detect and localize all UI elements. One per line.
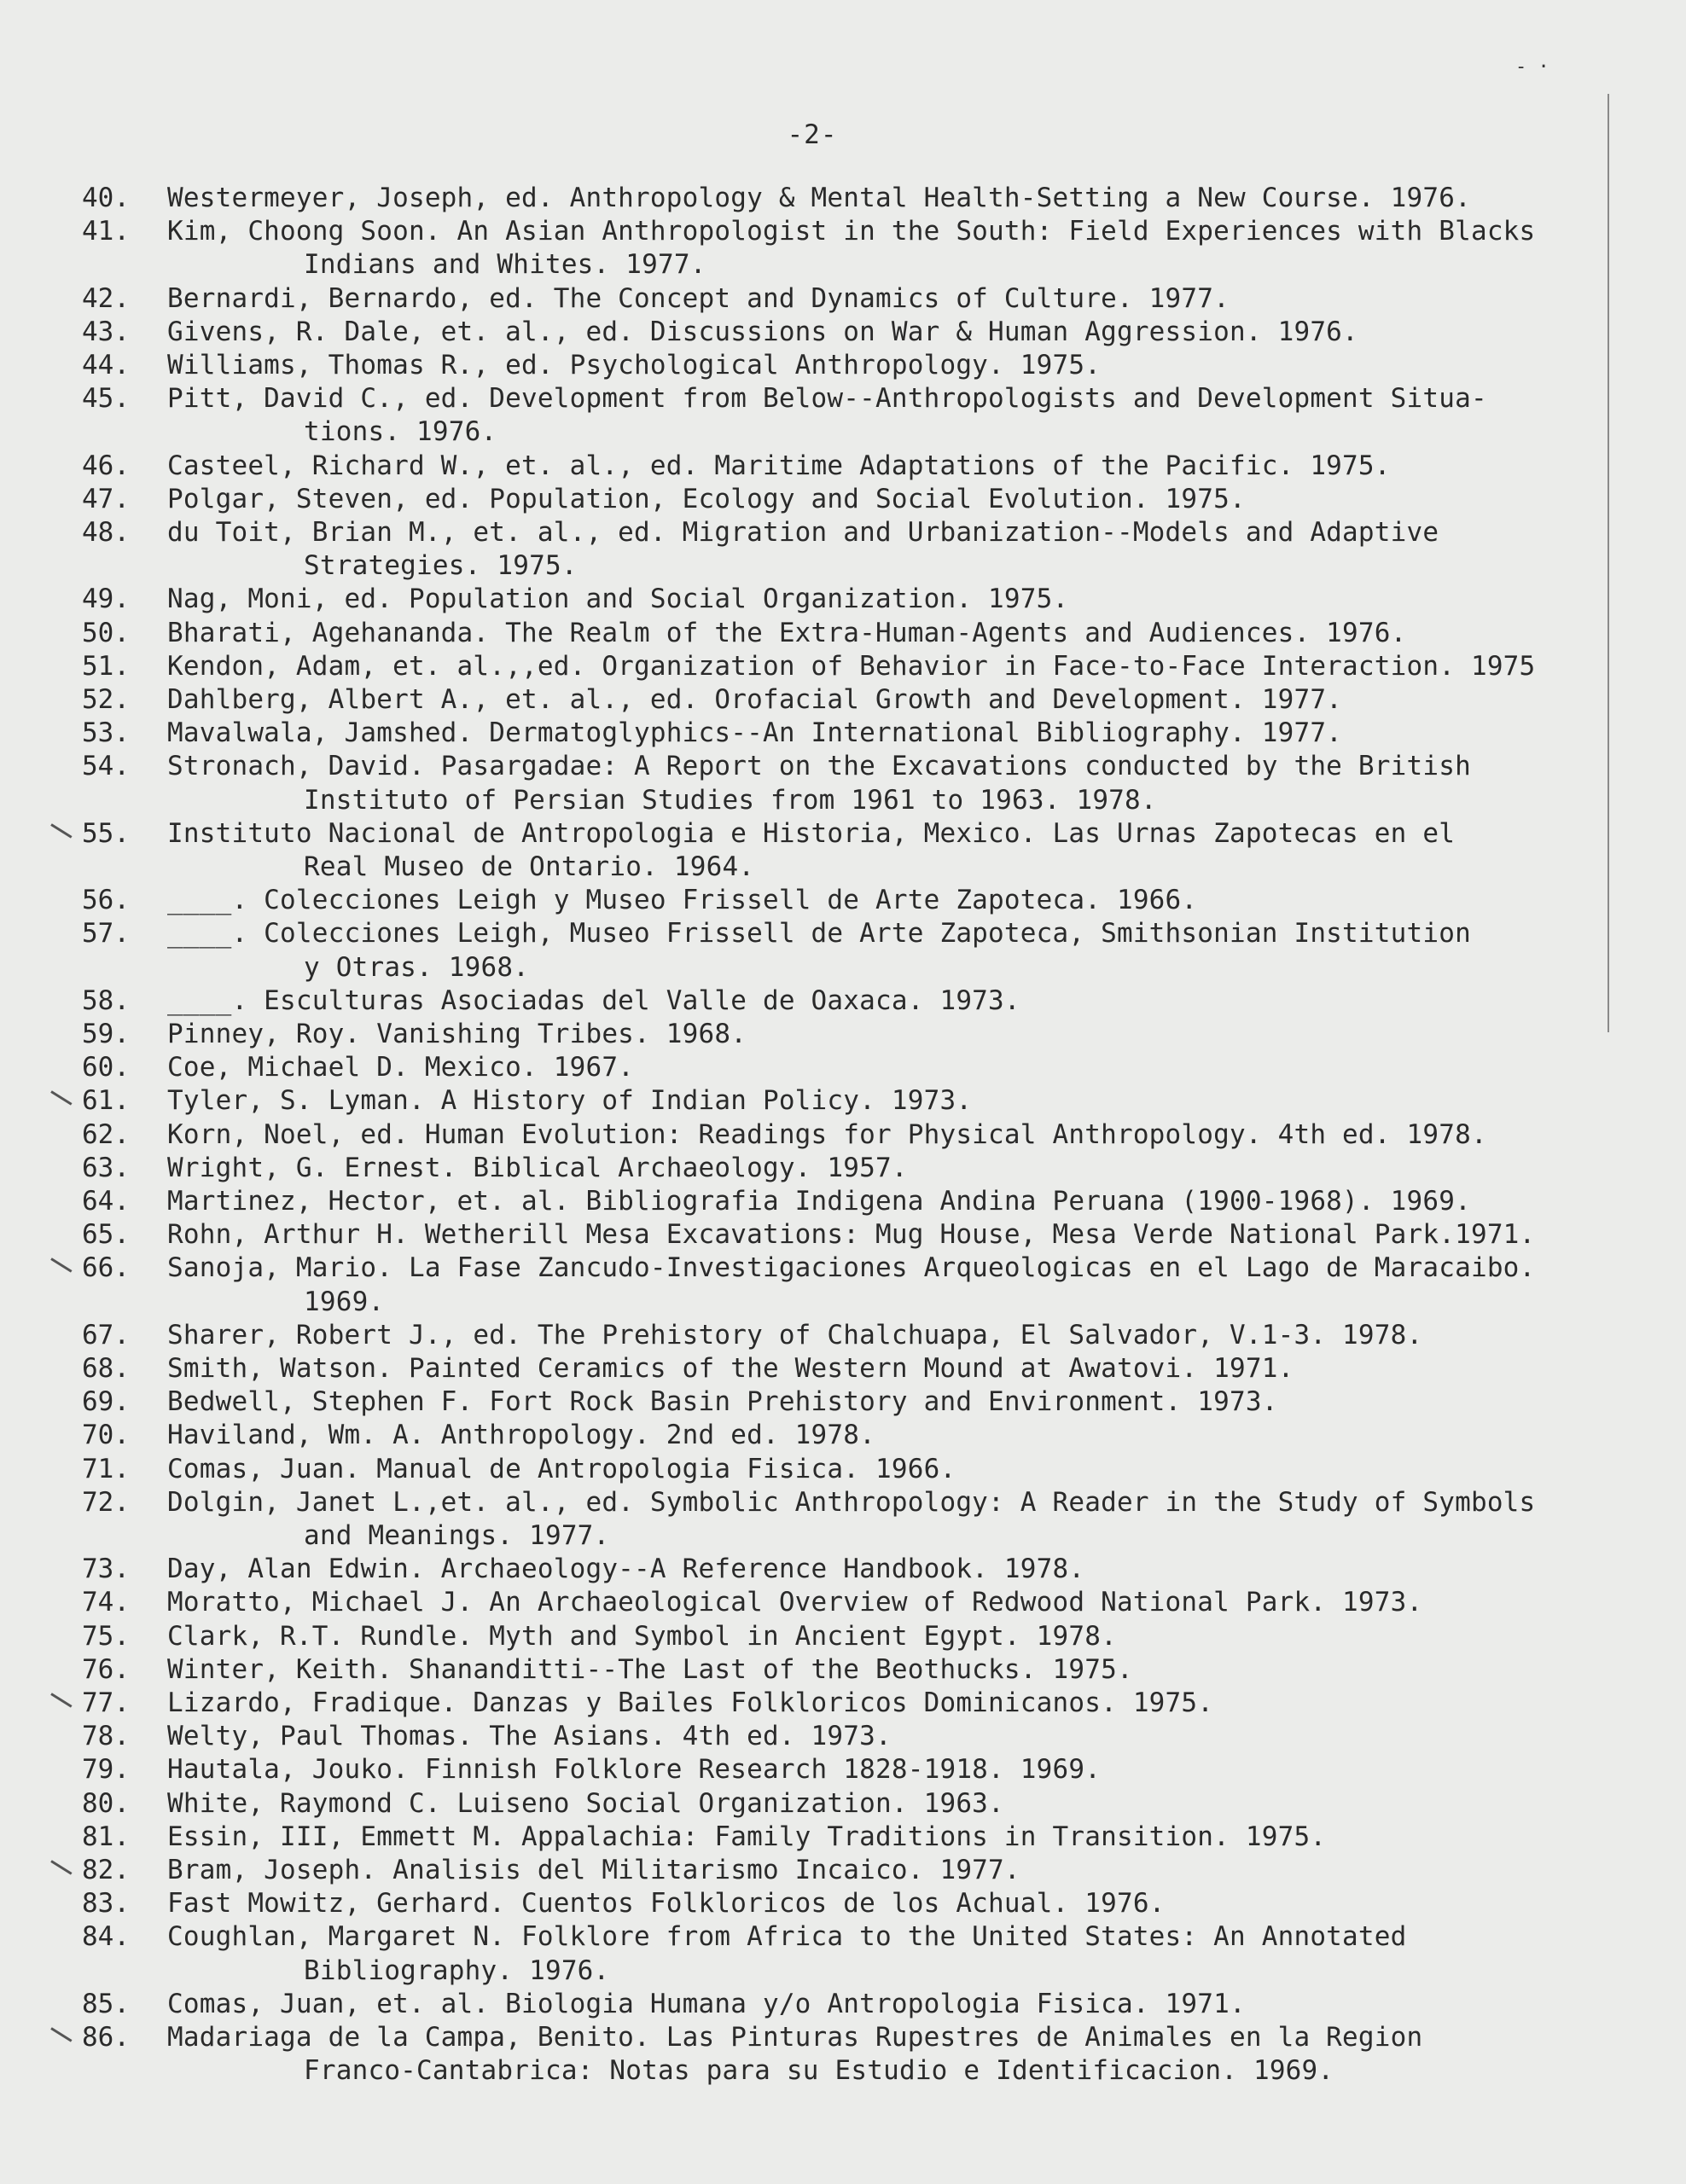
entry-number: 77. <box>82 1687 130 1718</box>
entry-number: 59. <box>82 1019 130 1049</box>
entry-text: Sharer, Robert J., ed. The Prehistory of Chalchuapa, El Salvador, V.1-3. 1978. <box>167 1319 1423 1350</box>
entry-number: 68. <box>82 1353 130 1384</box>
right-margin-rule <box>1608 94 1609 1032</box>
entry-text: Nag, Moni, ed. Population and Social Organization. 1975. <box>167 584 1069 615</box>
entry-number: 56. <box>82 885 130 916</box>
page-number: -2- <box>787 119 838 150</box>
entry-text: du Toit, Brian M., et. al., ed. Migration and Urbanization--Models and Adaptive <box>167 517 1439 548</box>
entry-number: 42. <box>82 282 130 314</box>
entry-number: 49. <box>82 584 130 615</box>
entry-text: Smith, Watson. Painted Ceramics of the Western Mound at Awatovi. 1971. <box>167 1353 1294 1384</box>
entry-number: 83. <box>82 1888 130 1920</box>
entry-number: 69. <box>82 1386 130 1418</box>
entry-text: Stronach, David. Pasargadae: A Report on the Excavations conducted by the British <box>167 751 1471 782</box>
entry-number: 86. <box>82 2022 130 2053</box>
entry-text: Bernardi, Bernardo, ed. The Concept and Dynamics of Culture. 1977. <box>167 282 1230 314</box>
check-mark <box>50 823 72 838</box>
entry-number: 53. <box>82 717 130 749</box>
entry-text: Polgar, Steven, ed. Population, Ecology and Social Evolution. 1975. <box>167 483 1246 514</box>
entry-text: Instituto Nacional de Antropologia e Historia, Mexico. Las Urnas Zapotecas en el <box>167 817 1456 849</box>
entry-text: Lizardo, Fradique. Danzas y Bailes Folkloricos Dominicanos. 1975. <box>167 1687 1214 1718</box>
entry-number: 61. <box>82 1085 130 1117</box>
entry-number: 72. <box>82 1486 130 1518</box>
entry-number: 51. <box>82 650 130 682</box>
entry-number: 64. <box>82 1186 130 1217</box>
entry-number: 54. <box>82 751 130 782</box>
entry-text: Coe, Michael D. Mexico. 1967. <box>167 1052 635 1083</box>
entry-text: Korn, Noel, ed. Human Evolution: Readings for Physical Anthropology. 4th ed. 1978. <box>167 1118 1487 1150</box>
entry-number: 46. <box>82 450 130 481</box>
entry-continuation: Real Museo de Ontario. 1964. <box>304 851 755 882</box>
entry-continuation: y Otras. 1968. <box>304 951 530 983</box>
entry-number: 45. <box>82 383 130 415</box>
check-mark <box>50 1258 72 1273</box>
entry-text: Comas, Juan. Manual de Antropologia Fisica. 1966. <box>167 1453 956 1484</box>
entry-text: Dahlberg, Albert A., et. al., ed. Orofacial Growth and Development. 1977. <box>167 684 1343 715</box>
entry-text: ____. Colecciones Leigh y Museo Frissell de Arte Zapoteca. 1966. <box>167 885 1198 916</box>
entry-text: Coughlan, Margaret N. Folklore from Africa to the United States: An Annotated <box>167 1921 1407 1953</box>
entry-number: 41. <box>82 216 130 247</box>
entry-text: Bedwell, Stephen F. Fort Rock Basin Prehistory and Environment. 1973. <box>167 1386 1278 1418</box>
entry-text: White, Raymond C. Luiseno Social Organization. 1963. <box>167 1787 1004 1819</box>
entry-text: Pitt, David C., ed. Development from Below--Anthropologists and Development Situa- <box>167 383 1487 415</box>
check-mark <box>50 2027 72 2042</box>
entry-number: 65. <box>82 1219 130 1251</box>
entry-text: Fast Mowitz, Gerhard. Cuentos Folkloricos de los Achual. 1976. <box>167 1888 1166 1920</box>
entry-text: Martinez, Hector, et. al. Bibliografia Indigena Andina Peruana (1900-1968). 1969. <box>167 1186 1471 1217</box>
entry-number: 76. <box>82 1653 130 1685</box>
entry-number: 67. <box>82 1319 130 1350</box>
check-mark <box>50 1693 72 1707</box>
entry-continuation: Strategies. 1975. <box>304 550 578 582</box>
entry-number: 78. <box>82 1721 130 1752</box>
entry-text: Winter, Keith. Shananditti--The Last of the Beothucks. 1975. <box>167 1653 1133 1685</box>
entry-number: 47. <box>82 483 130 514</box>
entry-text: Mavalwala, Jamshed. Dermatoglyphics--An International Bibliography. 1977. <box>167 717 1343 749</box>
entry-number: 60. <box>82 1052 130 1083</box>
entry-number: 43. <box>82 316 130 347</box>
entry-number: 71. <box>82 1453 130 1484</box>
entry-number: 81. <box>82 1821 130 1852</box>
entry-number: 57. <box>82 918 130 950</box>
entry-number: 52. <box>82 684 130 715</box>
entry-text: Welty, Paul Thomas. The Asians. 4th ed. 1973. <box>167 1721 892 1752</box>
entry-number: 82. <box>82 1855 130 1885</box>
entry-continuation: Instituto of Persian Studies from 1961 to 1963. 1978. <box>304 784 1157 816</box>
entry-text: Westermeyer, Joseph, ed. Anthropology & Mental Health-Setting a New Course. 1976. <box>167 183 1471 213</box>
entry-number: 40. <box>82 183 130 213</box>
entry-number: 63. <box>82 1152 130 1183</box>
entry-text: Bram, Joseph. Analisis del Militarismo Incaico. 1977. <box>167 1855 1020 1885</box>
entry-number: 73. <box>82 1554 130 1585</box>
entry-text: Givens, R. Dale, et. al., ed. Discussions on War & Human Aggression. 1976. <box>167 316 1358 347</box>
entry-continuation: Indians and Whites. 1977. <box>304 249 706 281</box>
entry-number: 75. <box>82 1620 130 1652</box>
entry-text: Moratto, Michael J. An Archaeological Overview of Redwood National Park. 1973. <box>167 1587 1423 1618</box>
entry-number: 70. <box>82 1420 130 1451</box>
entry-text: ____. Esculturas Asociadas del Valle de Oaxaca. 1973. <box>167 985 1020 1016</box>
entry-text: Casteel, Richard W., et. al., ed. Maritime Adaptations of the Pacific. 1975. <box>167 450 1391 481</box>
entry-number: 48. <box>82 517 130 548</box>
entry-number: 66. <box>82 1252 130 1284</box>
entry-text: Wright, G. Ernest. Biblical Archaeology. 1957. <box>167 1152 908 1183</box>
entry-number: 84. <box>82 1921 130 1953</box>
entry-number: 79. <box>82 1754 130 1786</box>
entry-text: Kim, Choong Soon. An Asian Anthropologist in the South: Field Experiences with Blacks <box>167 216 1536 247</box>
entry-continuation: 1969. <box>304 1286 385 1317</box>
check-mark <box>50 1091 72 1106</box>
entry-number: 74. <box>82 1587 130 1618</box>
entry-text: Dolgin, Janet L.,et. al., ed. Symbolic Anthropology: A Reader in the Study of Symbols <box>167 1486 1536 1518</box>
entry-text: Comas, Juan, et. al. Biologia Humana y/o Antropologia Fisica. 1971. <box>167 1988 1246 2019</box>
entry-number: 50. <box>82 617 130 648</box>
entry-number: 44. <box>82 350 130 380</box>
entry-text: Kendon, Adam, et. al.,,ed. Organization of Behavior in Face-to-Face Interaction. 1975 <box>167 650 1536 682</box>
entry-number: 85. <box>82 1988 130 2019</box>
entry-text: Clark, R.T. Rundle. Myth and Symbol in Ancient Egypt. 1978. <box>167 1620 1117 1652</box>
entry-text: Day, Alan Edwin. Archaeology--A Reference Handbook. 1978. <box>167 1554 1085 1585</box>
entry-number: 80. <box>82 1787 130 1819</box>
entry-text: Sanoja, Mario. La Fase Zancudo-Investigaciones Arqueologicas en el Lago de Maracaibo. <box>167 1252 1536 1284</box>
entry-continuation: Bibliography. 1976. <box>304 1955 610 1986</box>
entry-text: Williams, Thomas R., ed. Psychological Anthropology. 1975. <box>167 350 1102 380</box>
entry-text: Essin, III, Emmett M. Appalachia: Family Traditions in Transition. 1975. <box>167 1821 1327 1852</box>
entry-text: Tyler, S. Lyman. A History of Indian Policy. 1973. <box>167 1085 973 1117</box>
entry-continuation: and Meanings. 1977. <box>304 1519 610 1551</box>
entry-text: Haviland, Wm. A. Anthropology. 2nd ed. 1978. <box>167 1420 875 1451</box>
entry-text: Pinney, Roy. Vanishing Tribes. 1968. <box>167 1019 747 1049</box>
check-mark <box>50 1860 72 1874</box>
entry-text: Rohn, Arthur H. Wetherill Mesa Excavations: Mug House, Mesa Verde National Park.1971. <box>167 1219 1536 1251</box>
entry-continuation: tions. 1976. <box>304 416 497 448</box>
entry-text: ____. Colecciones Leigh, Museo Frissell de Arte Zapoteca, Smithsonian Institution <box>167 918 1471 950</box>
entry-number: 55. <box>82 817 130 849</box>
entry-text: Madariaga de la Campa, Benito. Las Pinturas Rupestres de Animales en la Region <box>167 2022 1423 2053</box>
entry-continuation: Franco-Cantabrica: Notas para su Estudio e Identificacion. 1969. <box>304 2055 1334 2087</box>
entry-text: Hautala, Jouko. Finnish Folklore Research 1828-1918. 1969. <box>167 1754 1102 1786</box>
entry-number: 58. <box>82 985 130 1016</box>
entry-text: Bharati, Agehananda. The Realm of the Extra-Human-Agents and Audiences. 1976. <box>167 617 1407 648</box>
entry-number: 62. <box>82 1118 130 1150</box>
corner-marks: - · <box>1515 56 1549 78</box>
